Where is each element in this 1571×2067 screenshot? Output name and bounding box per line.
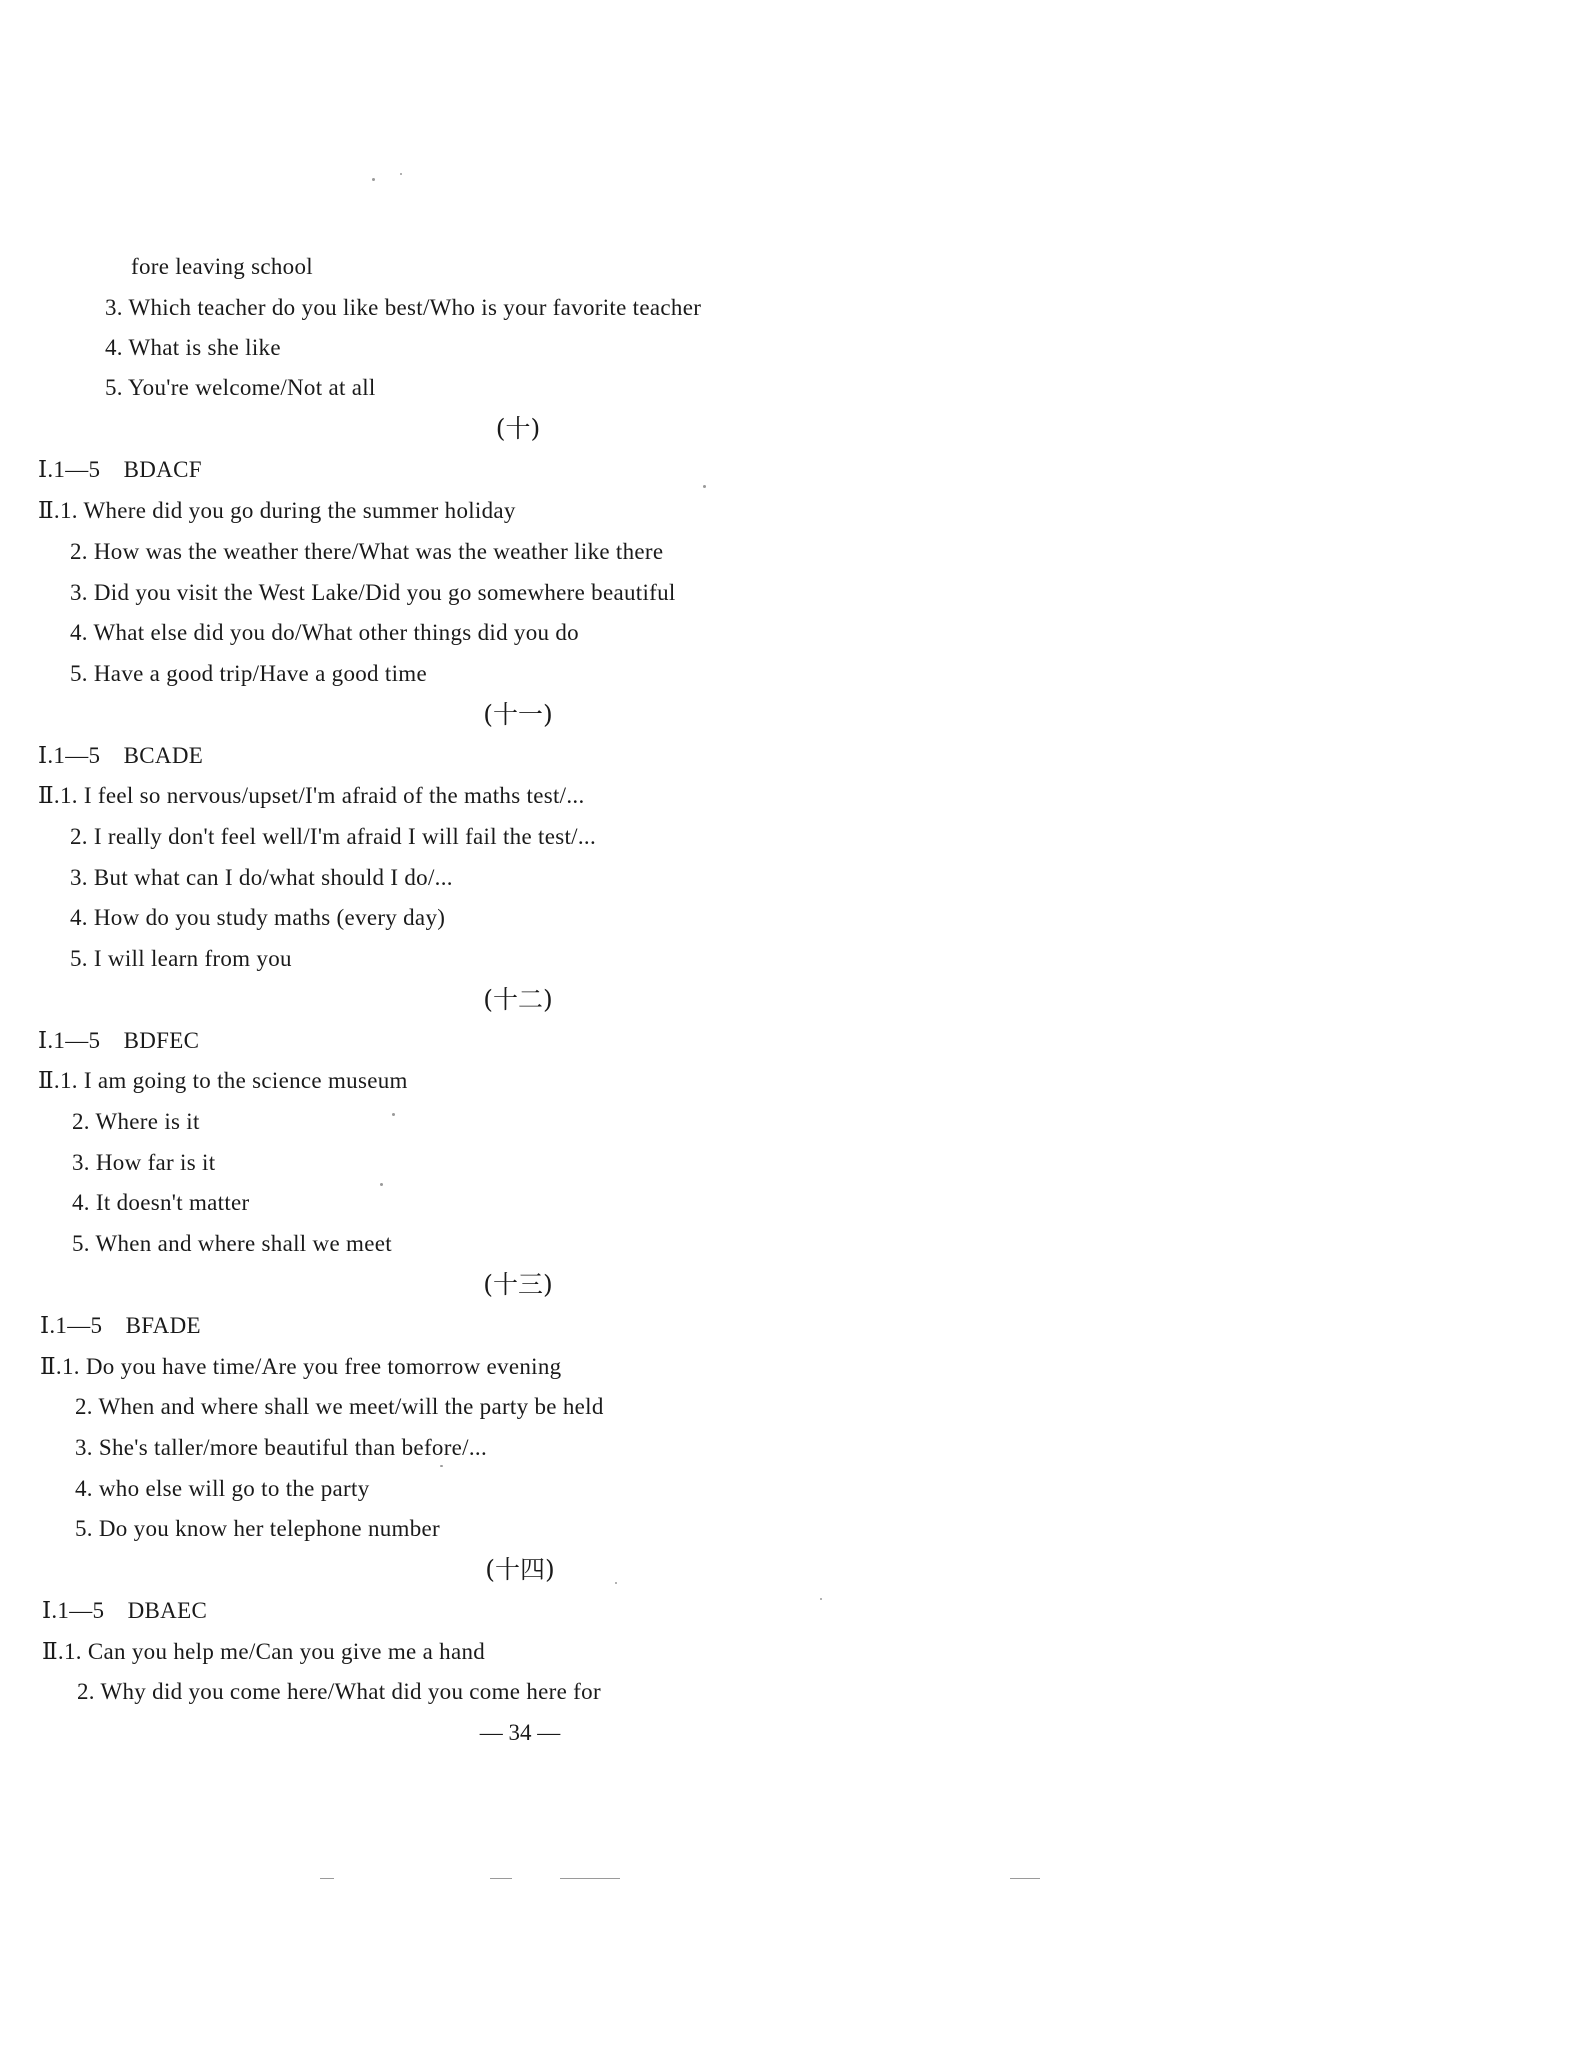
answer-line: Ⅱ.1. Where did you go during the summer holiday — [38, 498, 516, 523]
section-heading: (十三) — [483, 1270, 553, 1299]
scan-speck — [380, 1183, 383, 1186]
answer-line: 2. When and where shall we meet/will the party be held — [75, 1394, 604, 1419]
answer-line: 3. She's taller/more beautiful than before/... — [75, 1435, 488, 1460]
answer-line: 2. How was the weather there/What was the weather like there — [70, 539, 664, 564]
scan-speck — [440, 1465, 443, 1467]
section-heading: (十二) — [483, 985, 553, 1014]
section-heading: (十一) — [483, 700, 553, 729]
section-heading: (十) — [495, 414, 541, 443]
scan-speck — [320, 1878, 334, 1879]
scan-speck — [615, 1582, 617, 1584]
answer-line: Ⅰ.1—5 BDACF — [38, 457, 202, 482]
scan-speck — [400, 173, 402, 175]
answer-line: 2. Why did you come here/What did you come here for — [77, 1679, 601, 1704]
answer-line: 5. Do you know her telephone number — [75, 1516, 441, 1541]
page-number: — 34 — — [479, 1720, 561, 1745]
answer-line: 5. When and where shall we meet — [72, 1231, 392, 1256]
answer-line: fore leaving school — [131, 254, 313, 279]
answer-line: Ⅰ.1—5 BDFEC — [38, 1028, 200, 1053]
answer-line: Ⅱ.1. I am going to the science museum — [38, 1068, 408, 1093]
answer-line: 5. Have a good trip/Have a good time — [70, 661, 427, 686]
answer-line: 3. How far is it — [72, 1150, 216, 1175]
answer-line: Ⅰ.1—5 BFADE — [40, 1313, 201, 1338]
answer-line: 3. Which teacher do you like best/Who is your favorite teacher — [105, 295, 702, 320]
scan-speck — [703, 485, 706, 488]
scan-speck — [1010, 1878, 1040, 1879]
scan-speck — [372, 178, 375, 181]
answer-line: Ⅰ.1—5 DBAEC — [42, 1598, 208, 1623]
answer-line: 4. who else will go to the party — [75, 1476, 370, 1501]
answer-line: 4. It doesn't matter — [72, 1190, 250, 1215]
scan-speck — [392, 1113, 395, 1116]
answer-line: 2. I really don't feel well/I'm afraid I will fail the test/... — [70, 824, 596, 849]
answer-line: 3. But what can I do/what should I do/... — [70, 865, 453, 890]
scan-speck — [560, 1878, 620, 1879]
answer-line: 2. Where is it — [72, 1109, 200, 1134]
answer-line: 3. Did you visit the West Lake/Did you go somewhere beautiful — [70, 580, 676, 605]
section-heading: (十四) — [485, 1555, 555, 1584]
answer-line: 4. What is she like — [105, 335, 281, 360]
scan-speck — [490, 1878, 512, 1879]
answer-line: Ⅰ.1—5 BCADE — [38, 743, 204, 768]
answer-line: 5. You're welcome/Not at all — [105, 375, 376, 400]
answer-line: Ⅱ.1. Do you have time/Are you free tomorrow evening — [40, 1354, 562, 1379]
scan-speck — [820, 1598, 822, 1600]
answer-line: 5. I will learn from you — [70, 946, 292, 971]
answer-line: Ⅱ.1. Can you help me/Can you give me a hand — [42, 1639, 486, 1664]
answer-line: Ⅱ.1. I feel so nervous/upset/I'm afraid of the maths test/... — [38, 783, 585, 808]
answer-line: 4. How do you study maths (every day) — [70, 905, 446, 930]
answer-line: 4. What else did you do/What other things did you do — [70, 620, 579, 645]
